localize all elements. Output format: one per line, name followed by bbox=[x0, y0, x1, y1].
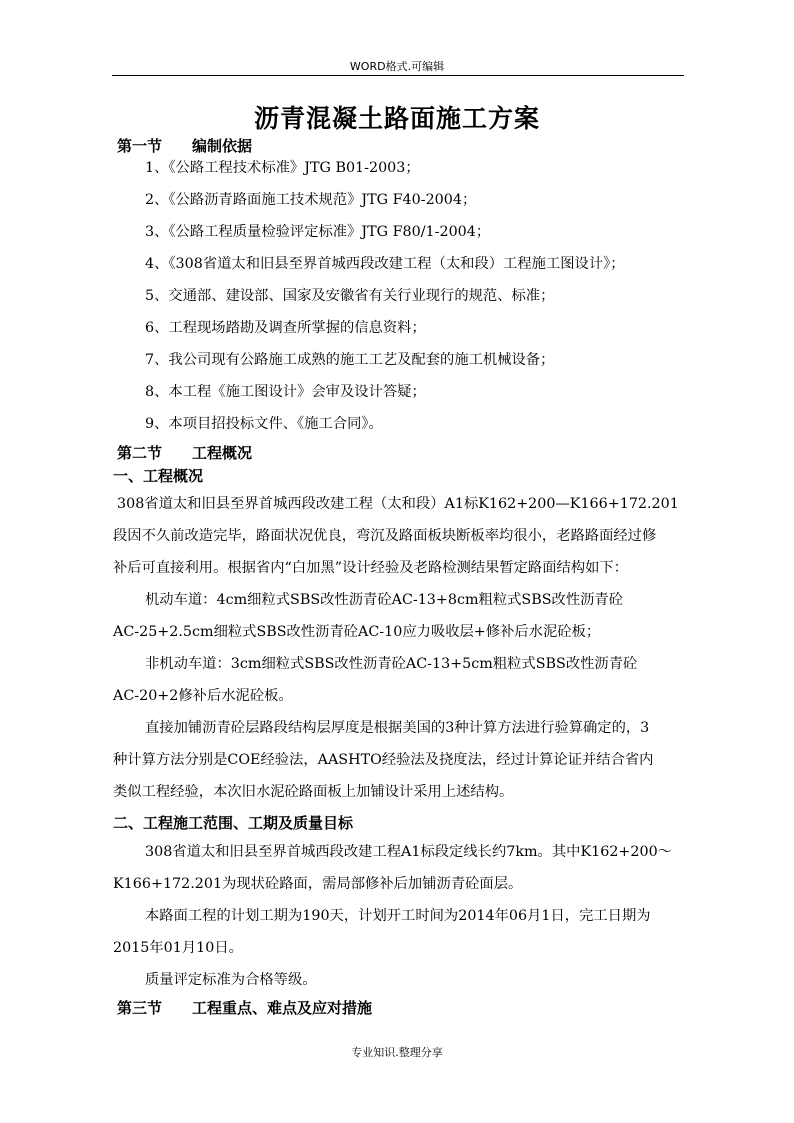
page-footer: 专业知识.整理分享 bbox=[351, 1046, 443, 1059]
basis-item-3: 3、《公路工程质量检验评定标准》JTG F80/1-2004； bbox=[145, 224, 491, 240]
scope-line-5: 质量评定标准为合格等级。 bbox=[145, 972, 317, 988]
basis-item-7: 7、我公司现有公路施工成熟的施工工艺及配套的施工机械设备； bbox=[145, 352, 555, 368]
overview-line-10: 类似工程经验，本次旧水泥砼路面板上加铺设计采用上述结构。 bbox=[113, 784, 514, 800]
overview-line-6: 非机动车道：3cm细粒式SBS改性沥青砼AC-13+5cm粗粒式SBS改性沥青砼 bbox=[145, 656, 638, 672]
section-2-number: 第二节 bbox=[117, 444, 163, 462]
subsection-1-heading: 一、工程概况 bbox=[113, 467, 204, 485]
section-3-number: 第三节 bbox=[117, 999, 163, 1017]
section-3-heading bbox=[117, 997, 372, 1018]
scope-line-2: K166+172.201为现状砼路面，需局部修补后加铺沥青砼面层。 bbox=[113, 876, 523, 892]
header-divider bbox=[112, 75, 684, 76]
overview-line-7: AC-20+2修补后水泥砼板。 bbox=[113, 688, 293, 704]
subsection-2-heading: 二、工程施工范围、工期及质量目标 bbox=[113, 814, 354, 832]
basis-item-1: 1、《公路工程技术标准》JTG B01-2003； bbox=[145, 160, 420, 176]
overview-line-3: 补后可直接利用。根据省内“白加黑”设计经验及老路检测结果暂定路面结构如下： bbox=[113, 560, 629, 576]
section-3-title: 工程重点、难点及应对措施 bbox=[192, 999, 373, 1017]
document-title: 沥青混凝土路面施工方案 bbox=[253, 104, 540, 133]
overview-line-8: 直接加铺沥青砼层路段结构层厚度是根据美国的3种计算方法进行验算确定的，3 bbox=[145, 720, 650, 736]
basis-item-8: 8、本工程《施工图设计》会审及设计答疑； bbox=[145, 384, 426, 400]
basis-item-9: 9、本项目招投标文件、《施工合同》。 bbox=[145, 416, 383, 432]
section-1-number: 第一节 bbox=[117, 137, 163, 155]
basis-item-6: 6、工程现场踏勘及调查所掌握的信息资料； bbox=[145, 320, 426, 336]
scope-line-3: 本路面工程的计划工期为190天，计划开工时间为2014年06月1日，完工日期为 bbox=[145, 908, 651, 924]
scope-line-4: 2015年01月10日。 bbox=[113, 940, 243, 956]
section-1-title: 编制依据 bbox=[192, 137, 253, 155]
section-2-title: 工程概况 bbox=[192, 444, 253, 462]
overview-line-9: 种计算方法分别是COE经验法，AASHTO经验法及挠度法，经过计算论证并结合省内 bbox=[113, 752, 654, 768]
scope-line-1: 308省道太和旧县至界首城西段改建工程A1标段定线长约7km。其中K162+200～ bbox=[145, 844, 672, 860]
section-2-heading bbox=[117, 442, 252, 463]
page-header: WORD格式.可编辑 bbox=[349, 60, 445, 73]
basis-item-4: 4、《308省道太和旧县至界首城西段改建工程（太和段）工程施工图设计》； bbox=[145, 256, 625, 272]
section-1-heading bbox=[117, 135, 252, 156]
overview-line-1: 308省道太和旧县至界首城西段改建工程（太和段）A1标K162+200—K166+172.201 bbox=[117, 496, 679, 512]
overview-line-2: 段因不久前改造完毕，路面状况优良，弯沉及路面板块断板率均很小，老路路面经过修 bbox=[113, 528, 657, 544]
overview-line-5: AC-25+2.5cm细粒式SBS改性沥青砼AC-10应力吸收层+修补后水泥砼板； bbox=[113, 624, 601, 640]
basis-item-2: 2、《公路沥青路面施工技术规范》JTG F40-2004； bbox=[145, 192, 477, 208]
basis-item-5: 5、交通部、建设部、国家及安徽省有关行业现行的规范、标准； bbox=[145, 288, 555, 304]
overview-line-4: 机动车道：4cm细粒式SBS改性沥青砼AC-13+8cm粗粒式SBS改性沥青砼 bbox=[145, 592, 624, 608]
